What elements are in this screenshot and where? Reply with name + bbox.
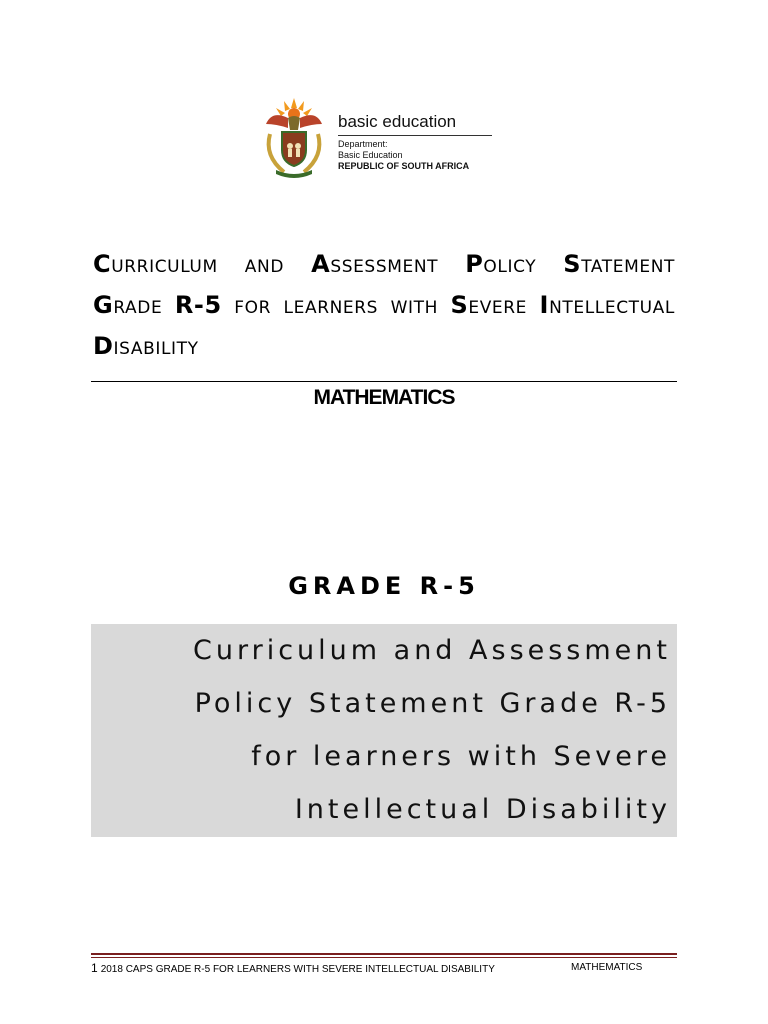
- title-initial: G: [93, 291, 114, 319]
- title-initial: D: [93, 332, 114, 360]
- footer-text: 2018 CAPS GRADE R-5 FOR LEARNERS WITH SEVERE INTELLECTUAL DISABILITY: [100, 964, 495, 975]
- title-summary-line: Curriculum and Assessment: [193, 635, 671, 666]
- title-summary-line: for learners with Severe: [251, 741, 671, 772]
- title-summary-box: [91, 624, 677, 837]
- title-word-rest: evere: [468, 291, 540, 319]
- grade-heading: GRADE R-5: [288, 572, 480, 600]
- title-word-rest: olicy: [483, 250, 564, 278]
- title-word-rest: ntellectual: [549, 291, 675, 319]
- title-initial: I: [539, 291, 550, 319]
- title-initial: C: [93, 250, 112, 278]
- title-summary-text: [111, 624, 671, 836]
- title-summary-line: Policy Statement Grade R-5: [194, 688, 671, 719]
- page-footer: [91, 961, 677, 975]
- title-word-rest: tatement: [581, 250, 675, 278]
- page-number: 1: [91, 961, 98, 975]
- subject-heading: MATHEMATICS: [313, 386, 455, 409]
- title-word-rest: for learners with: [221, 291, 451, 319]
- country-name: REPUBLIC OF SOUTH AFRICA: [338, 161, 470, 171]
- department-label-name: Basic Education: [338, 150, 403, 160]
- title-summary-line: Intellectual Disability: [294, 794, 671, 825]
- document-title: [93, 244, 675, 367]
- title-initial: A: [311, 250, 331, 278]
- title-word-rest: ssessment: [330, 250, 466, 278]
- title-initial: P: [465, 250, 484, 278]
- title-initial: R-5: [174, 291, 222, 319]
- logo-divider: [338, 135, 492, 136]
- title-divider: [91, 381, 677, 382]
- department-name: basic education: [338, 112, 457, 131]
- footer-divider-thick: [91, 953, 677, 955]
- department-logo: [258, 94, 498, 178]
- footer-divider-thin: [91, 957, 677, 958]
- title-initial: S: [563, 250, 582, 278]
- title-word-rest: isability: [113, 332, 199, 360]
- footer-subject: MATHEMATICS: [571, 962, 643, 973]
- title-initial: S: [450, 291, 469, 319]
- title-word-rest: urriculum and: [111, 250, 312, 278]
- title-word-rest: rade: [113, 291, 175, 319]
- coat-of-arms-icon: [258, 94, 330, 178]
- department-label: Department:: [338, 139, 388, 149]
